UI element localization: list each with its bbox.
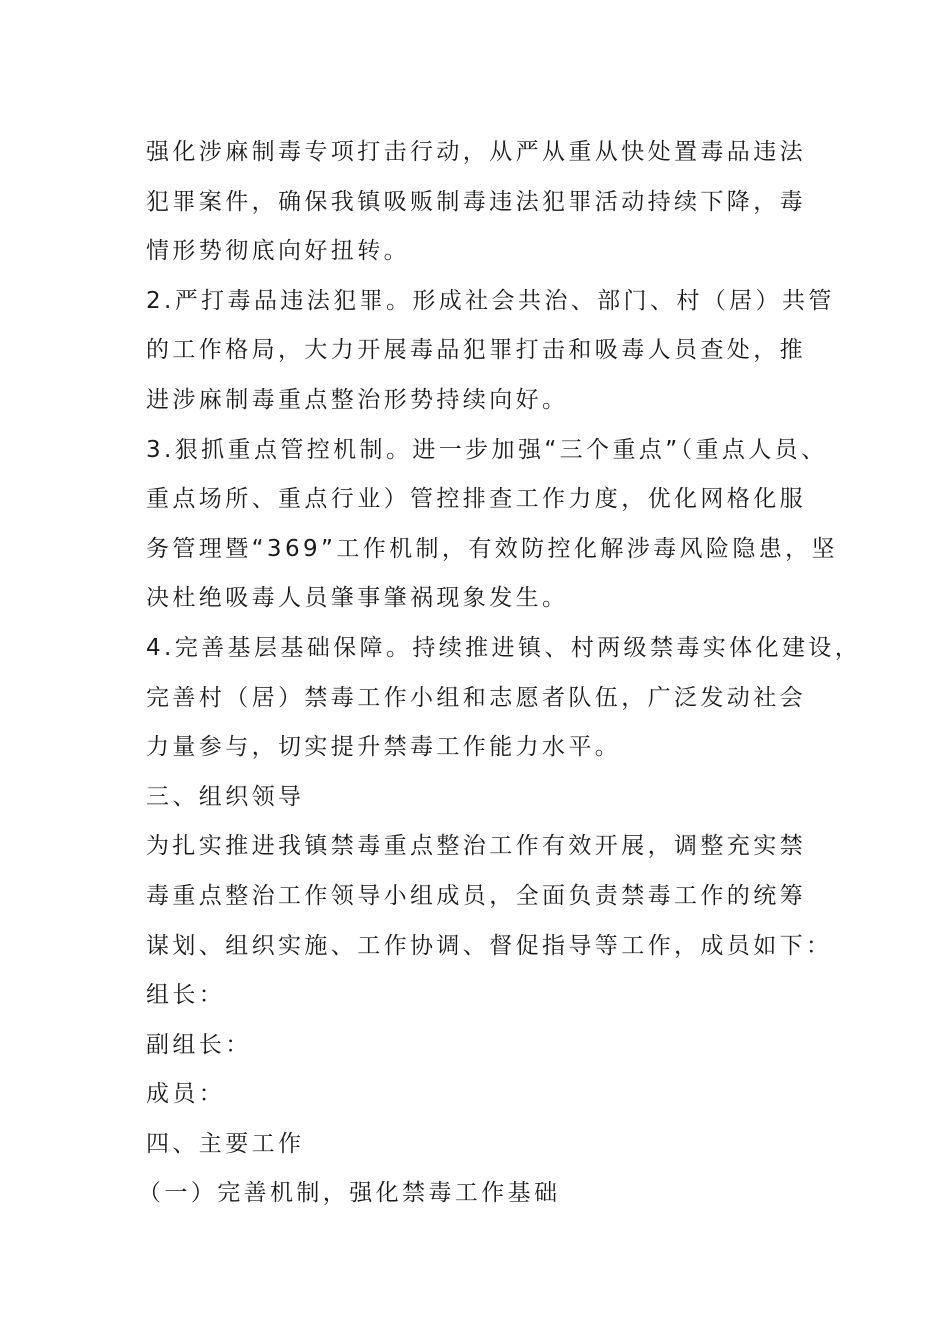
paragraph-line-1: 强化涉麻制毒专项打击行动，从严从重从快处置毒品违法: [146, 139, 806, 165]
item-2-line-2: 的工作格局，大力开展毒品犯罪打击和吸毒人员查处，推: [146, 337, 806, 364]
item-2-line-1: 2.严打毒品违法犯罪。形成社会共治、部门、村（居）共管: [146, 287, 835, 314]
item-4-line-1: 4.完善基层基础保障。持续推进镇、村两级禁毒实体化建设，: [146, 634, 862, 661]
item-3-line-3: 务管理暨“369”工作机制，有效防控化解涉毒风险隐患，坚: [146, 535, 838, 562]
organization-line-3: 谋划、组织实施、工作协调、督促指导等工作，成员如下：: [146, 932, 833, 959]
document-body: [138, 128, 862, 1219]
leader-label: 组长：: [146, 982, 226, 1009]
paragraph-line-3: 情形势彻底向好扭转。: [146, 238, 410, 265]
organization-line-1: 为扎实推进我镇禁毒重点整治工作有效开展，调整充实禁: [146, 833, 806, 860]
members-label: 成员：: [146, 1081, 226, 1108]
item-4-line-2: 完善村（居）禁毒工作小组和志愿者队伍，广泛发动社会: [146, 684, 806, 711]
paragraph-line-2: 犯罪案件，确保我镇吸贩制毒违法犯罪活动持续下降，毒: [146, 188, 806, 215]
deputy-leader-label: 副组长：: [146, 1031, 252, 1058]
section-heading-organization: 三、组织领导: [146, 783, 305, 810]
organization-line-2: 毒重点整治工作领导小组成员，全面负责禁毒工作的统筹: [146, 882, 806, 909]
subsection-heading-1: （一）完善机制，强化禁毒工作基础: [138, 1180, 561, 1207]
section-heading-main-work: 四、主要工作: [146, 1130, 305, 1157]
item-2-line-3: 进涉麻制毒重点整治形势持续向好。: [146, 386, 569, 413]
item-4-line-3: 力量参与，切实提升禁毒工作能力水平。: [146, 734, 622, 761]
item-3-line-2: 重点场所、重点行业）管控排查工作力度，优化网格化服: [146, 486, 806, 513]
item-3-line-4: 决杜绝吸毒人员肇事肇祸现象发生。: [146, 585, 569, 612]
item-3-line-1: 3.狠抓重点管控机制。进一步加强“三个重点”（重点人员、: [146, 436, 828, 463]
